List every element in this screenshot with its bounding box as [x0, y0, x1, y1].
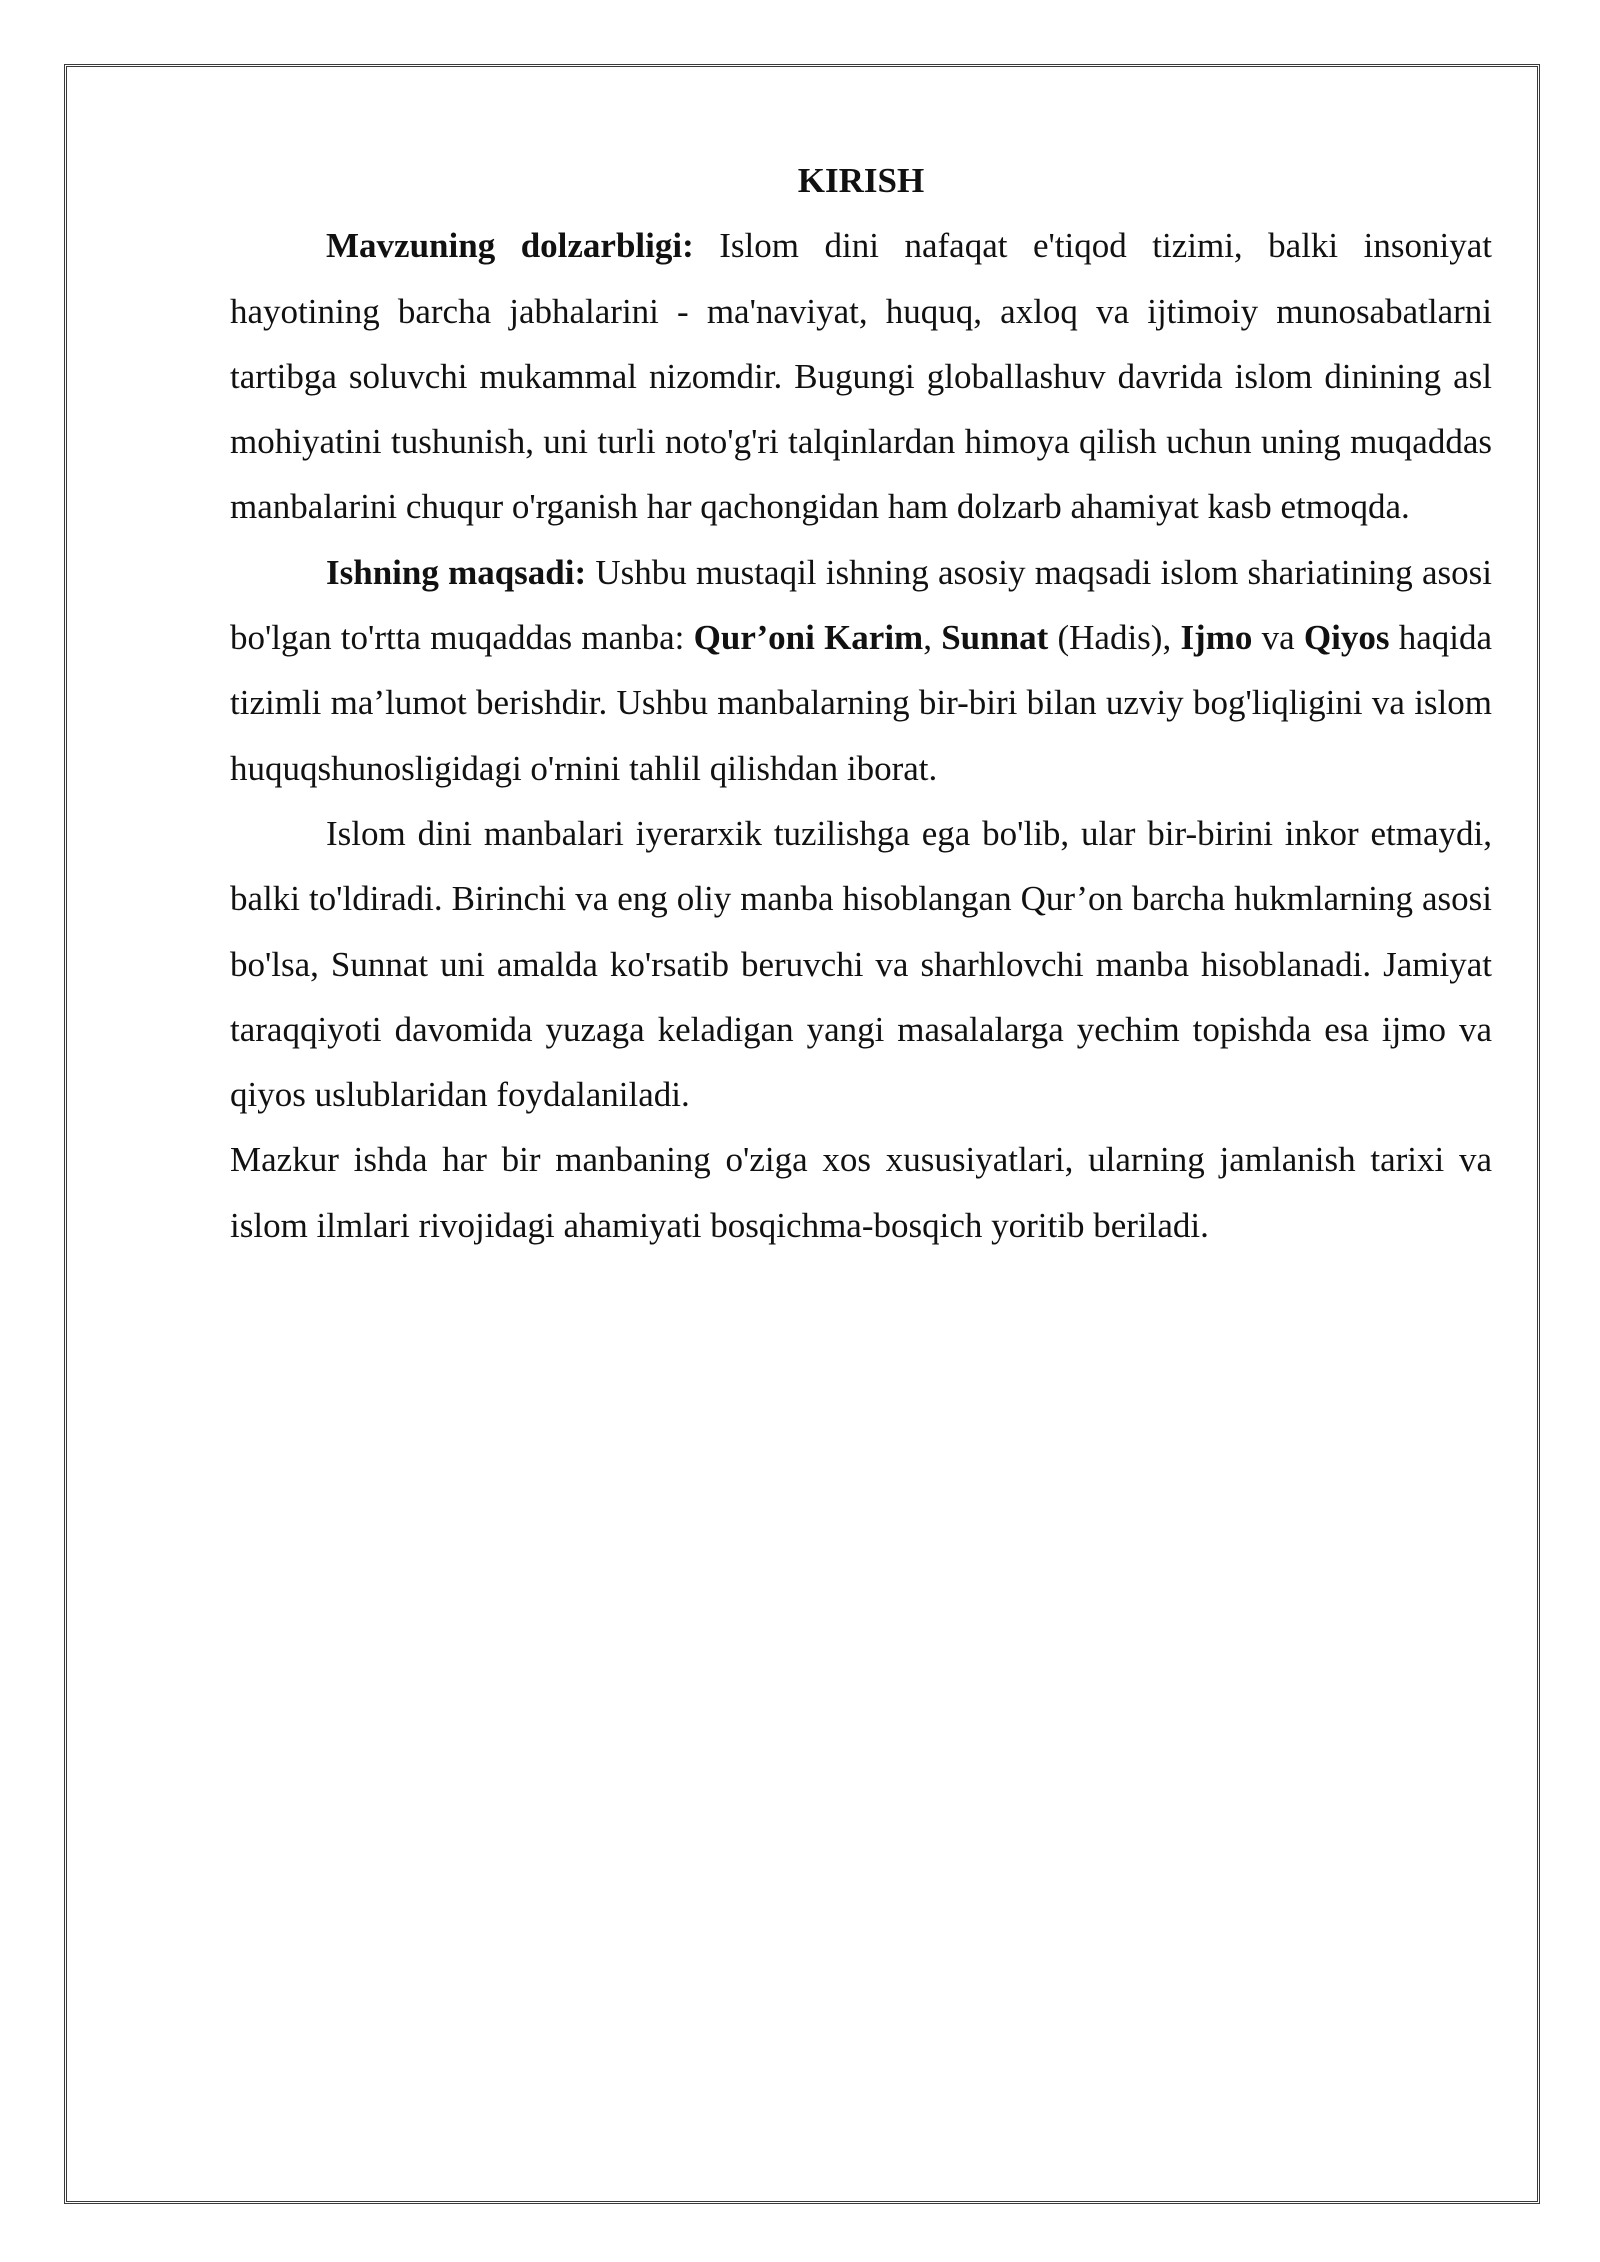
purpose-sep: ,	[923, 618, 942, 658]
paragraph-scope: Mazkur ishda har bir manbaning o'ziga xos xususiyatlari, ularning jamlanish tarixi va islom ilmlari rivojidagi ahamiyati bosqichma-bosqich yoritib beriladi.	[230, 1140, 1492, 1245]
source-quran: Qur’oni Karim	[693, 618, 924, 658]
paragraph-purpose	[230, 540, 1492, 801]
document-body	[230, 148, 1492, 1258]
purpose-heading: Ishning maqsadi:	[326, 552, 587, 592]
relevance-text: Islom dini nafaqat e'tiqod tizimi, balki insoniyat hayotining barcha jabhalarini - ma'naviyat, huquq, axloq va ijtimoiy munosabatlarni tartibga soluvchi mukammal nizomdir. Bugungi globallashuv davrida islom dinining asl mohiyatini tushunish, uni turli noto'g'ri talqinlardan himoya qilish uchun uning muqaddas manbalarini chuqur o'rganish har qachongidan ham dolzarb ahamiyat kasb etmoqda.	[230, 226, 1492, 527]
purpose-text-c: va	[1252, 618, 1304, 658]
source-sunnat: Sunnat	[941, 618, 1049, 658]
purpose-text-d: haqida tizimli ma’lumot berishdir. Ushbu manbalarning bir-biri bilan uzviy bog'liqligini va islom huquqshunosligidagi o'rnini tahlil qilishdan iborat.	[230, 618, 1493, 788]
purpose-text-a: Ushbu mustaqil ishning asosiy maqsadi islom shariatining asosi bo'lgan to'rtta muqaddas manba:	[230, 552, 1492, 658]
paragraph-hierarchy: Islom dini manbalari iyerarxik tuzilishga ega bo'lib, ular bir-birini inkor etmaydi, balki to'ldiradi. Birinchi va eng oliy manba hisoblangan Qur’on barcha hukmlarning asosi bo'lsa, Sunnat uni amalda ko'rsatib beruvchi va sharhlovchi manba hisoblanadi. Jamiyat taraqqiyoti davomida yuzaga keladigan yangi masalalarga yechim topishda esa ijmo va qiyos uslublaridan foydalaniladi.	[230, 813, 1492, 1115]
source-ijmo: Ijmo	[1180, 618, 1253, 658]
relevance-heading: Mavzuning dolzarbligi:	[326, 226, 694, 266]
purpose-text-b: (Hadis),	[1048, 618, 1181, 658]
source-qiyos: Qiyos	[1303, 618, 1390, 658]
document-title: KIRISH	[797, 161, 925, 200]
paragraph-relevance	[230, 213, 1492, 539]
